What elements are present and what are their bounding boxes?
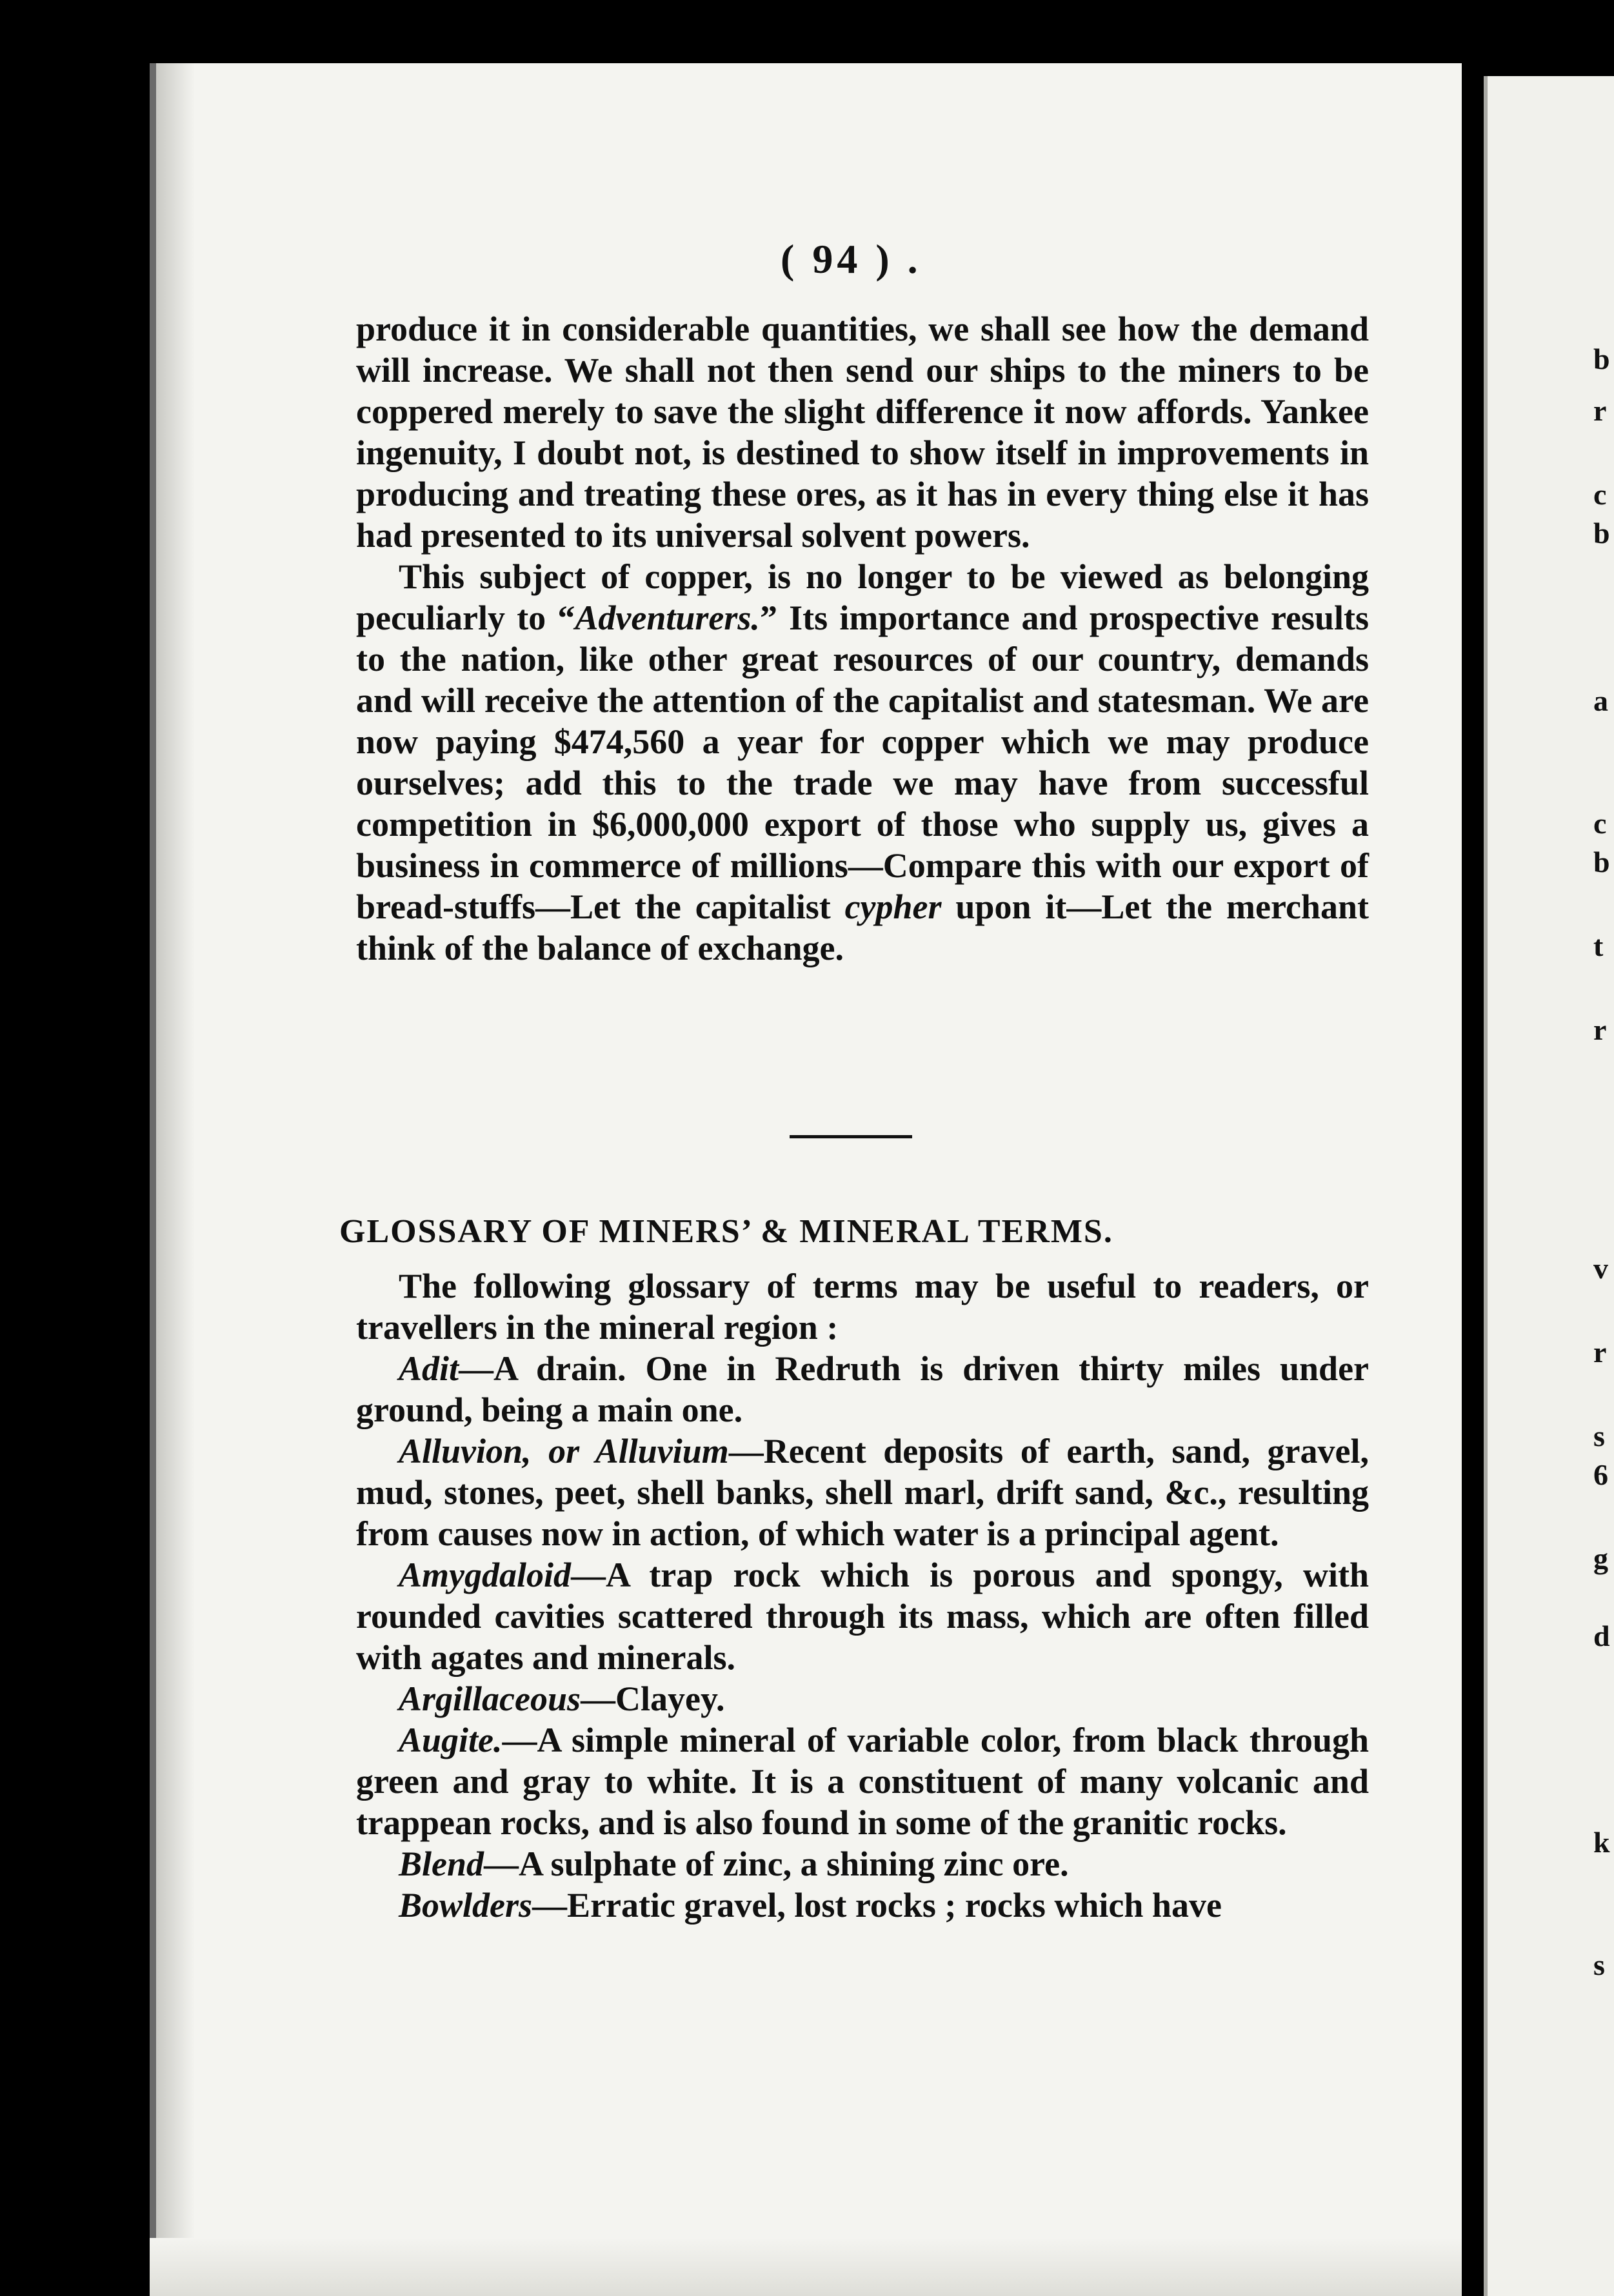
facing-page-letter: s (1593, 1420, 1605, 1452)
glossary-entry (356, 1430, 1369, 1554)
glossary-term: Blend (399, 1845, 484, 1883)
facing-page-letter: v (1593, 1252, 1608, 1285)
glossary-term: Amygdaloid (399, 1556, 571, 1594)
section-divider (790, 1135, 912, 1138)
glossary-term: Adit (399, 1349, 459, 1388)
glossary-definition: —A simple mineral of variable color, from black through green and gray to white. It is a constituent of many volcanic and trappean rocks, and is also found in some of the granitic rocks. (356, 1721, 1369, 1842)
paragraph (356, 556, 1369, 969)
facing-page-letter: c (1593, 478, 1607, 511)
glossary-term: Argillaceous (399, 1679, 581, 1718)
paragraph-text: ” Its importance and prospective results to the nation, like other great resources of our country, demands and will receive the attention of the capitalist and statesman. We are now paying $474,560 a year for copper which we may produce ourselves; add this to the trade we may have from successful competition in $6,000,000 export of those who supply us, gives a business in commerce of millions—Compare this with our export of bread-stuffs—Let the capitalist (356, 599, 1369, 926)
page-gutter-shadow (156, 63, 195, 2296)
facing-page-letter: c (1593, 807, 1607, 840)
paragraph: produce it in considerable quantities, we shall see how the demand will increase. We shall not then send our ships to the miners to be coppered merely to save the slight difference it now affords. Yankee ingenuity, I doubt not, is destined to show itself in improvements in producing and treating these ores, as it has in every thing else it has had presented to its universal solvent powers. (356, 310, 1369, 555)
page-bottom-edge (150, 2238, 1462, 2296)
glossary-body (356, 1265, 1369, 1926)
glossary-heading: GLOSSARY OF MINERS’ & MINERAL TERMS. (339, 1213, 1113, 1250)
italic-text: cypher (844, 887, 942, 926)
facing-page-letter: 6 (1593, 1458, 1608, 1491)
glossary-entry (356, 1678, 1369, 1719)
facing-page-letter: a (1593, 684, 1608, 717)
glossary-definition: —A drain. One in Redruth is driven thirty miles under ground, being a main one. (356, 1349, 1369, 1429)
facing-page-letter: b (1593, 517, 1610, 549)
facing-page-letter: r (1593, 1336, 1607, 1369)
glossary-entry (356, 1843, 1369, 1885)
glossary-term: Alluvion, or Alluvium (399, 1432, 729, 1470)
glossary-entry (356, 1885, 1369, 1926)
glossary-intro: The following glossary of terms may be useful to readers, or travellers in the mineral region : (356, 1267, 1369, 1347)
facing-page-letter: s (1593, 1948, 1605, 1981)
glossary-term: Augite. (399, 1721, 503, 1759)
facing-page-letter: r (1593, 1013, 1607, 1046)
paragraph-text: This subject of copper, is no longer to be viewed as belonging peculiarly to “ (356, 557, 1369, 637)
facing-page-letter: b (1593, 342, 1610, 375)
facing-page-letter: r (1593, 394, 1607, 427)
glossary-definition: —A trap rock which is porous and spongy, with rounded cavities scattered through its mass, which are often filled with agates and minerals. (356, 1556, 1369, 1677)
facing-page-letter: g (1593, 1542, 1608, 1575)
glossary-definition: —Clayey. (581, 1679, 725, 1718)
glossary-entry (356, 1719, 1369, 1843)
paragraph-text: upon it—Let the merchant think of the balance of exchange. (356, 887, 1369, 967)
facing-page-letter: b (1593, 846, 1610, 878)
italic-text: Adventurers. (575, 599, 760, 637)
glossary-definition: —A sulphate of zinc, a shining zinc ore. (484, 1845, 1069, 1883)
page-number: ( 94 ) . (781, 236, 922, 282)
glossary-entry (356, 1554, 1369, 1678)
glossary-definition: —Erratic gravel, lost rocks ; rocks which have (532, 1886, 1222, 1925)
glossary-term: Bowlders (399, 1886, 533, 1925)
glossary-definition: —Recent deposits of earth, sand, gravel, mud, stones, peet, shell banks, shell marl, drift sand, &c., resulting from causes now in action, of which water is a principal agent. (356, 1432, 1369, 1553)
glossary-entry (356, 1348, 1369, 1430)
body-text (356, 308, 1369, 969)
facing-page-letter: t (1593, 929, 1604, 962)
facing-page-letter: k (1593, 1826, 1610, 1859)
facing-page-letter: d (1593, 1619, 1610, 1652)
